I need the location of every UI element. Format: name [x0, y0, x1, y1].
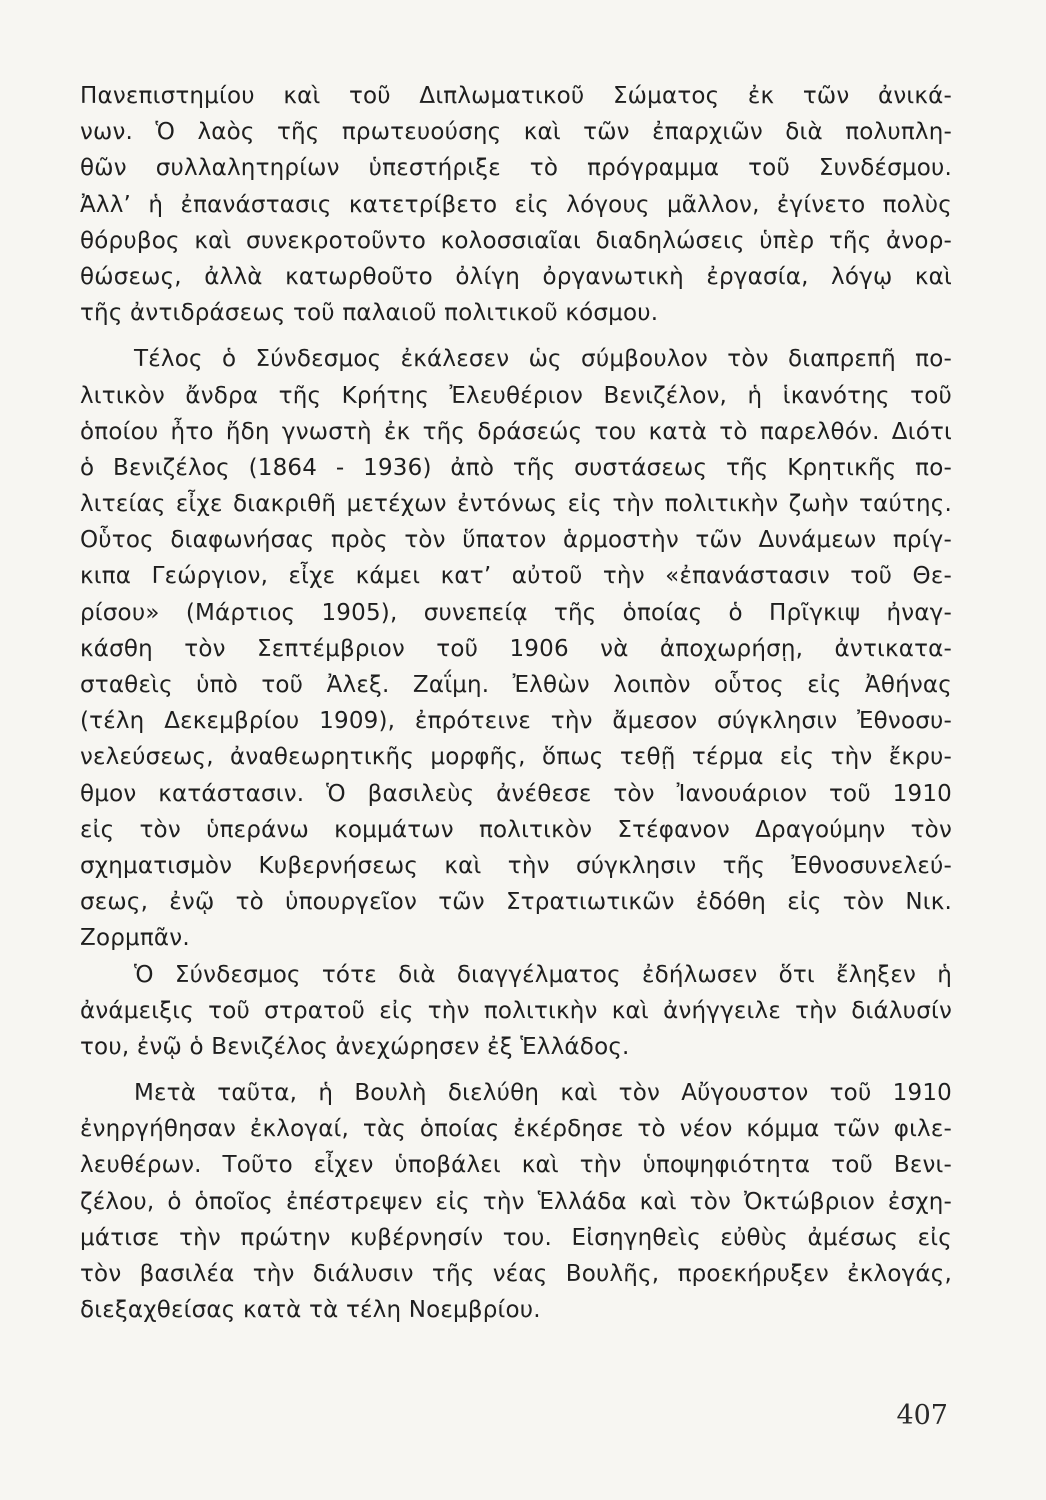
- text-line: Πανεπιστημίου καὶ τοῦ Διπλωματικοῦ Σώματος ἐκ τῶν ἀνικά-: [80, 83, 952, 109]
- text-line: λευθέρων. Τοῦτο εἶχεν ὑποβάλει καὶ τὴν ὑποψηφιότητα τοῦ Βενι-: [80, 1152, 952, 1179]
- text-line: θμον κατάστασιν. Ὁ βασιλεὺς ἀνέθεσε τὸν Ἰανουάριον τοῦ 1910: [80, 780, 952, 807]
- text-line: θώσεως, ἀλλὰ κατωρθοῦτο ὀλίγη ὀργανωτικὴ ἐργασία, λόγῳ καὶ: [80, 263, 952, 290]
- text-line: κάσθη τὸν Σεπτέμβριον τοῦ 1906 νὰ ἀποχωρήσῃ, ἀντικατα-: [80, 635, 952, 662]
- text-line: Τέλος ὁ Σύνδεσμος ἐκάλεσεν ὡς σύμβουλον τὸν διαπρεπῆ πο-: [134, 346, 952, 373]
- text-line: Μετὰ ταῦτα, ἡ Βουλὴ διελύθη καὶ τὸν Αὔγουστον τοῦ 1910: [134, 1080, 952, 1107]
- text-line: λιτικὸν ἄνδρα τῆς Κρήτης Ἐλευθέριον Βενιζέλον, ἡ ἱκανότης τοῦ: [80, 382, 952, 409]
- text-line: θόρυβος καὶ συνεκροτοῦντο κολοσσιαῖαι διαδηλώσεις ὑπὲρ τῆς ἀνορ-: [80, 227, 952, 254]
- text-line: εἰς τὸν ὑπεράνω κομμάτων πολιτικὸν Στέφανον Δραγούμην τὸν: [80, 816, 952, 843]
- text-line: ὁ Βενιζέλος (1864 - 1936) ἀπὸ τῆς συστάσεως τῆς Κρητικῆς πο-: [80, 454, 952, 481]
- text-line: Οὗτος διαφωνήσας πρὸς τὸν ὕπατον ἁρμοστὴν τῶν Δυνάμεων πρίγ-: [80, 527, 952, 554]
- text-line: κιπα Γεώργιον, εἶχε κάμει κατ’ αὐτοῦ τὴν «ἐπανάστασιν τοῦ Θε-: [80, 563, 952, 590]
- text-line: ρίσου» (Μάρτιος 1905), συνεπείᾳ τῆς ὁποίας ὁ Πρῖγκιψ ἠναγ-: [80, 599, 952, 626]
- text-line: ἀνάμειξις τοῦ στρατοῦ εἰς τὴν πολιτικὴν καὶ ἀνήγγειλε τὴν διάλυσίν: [80, 997, 952, 1024]
- text-line: λιτείας εἶχε διακριθῆ μετέχων ἐντόνως εἰς τὴν πολιτικὴν ζωὴν ταύτης.: [80, 491, 952, 518]
- text-line: Ἀλλ’ ἡ ἐπανάστασις κατετρίβετο εἰς λόγους μᾶλλον, ἐγίνετο πολὺς: [80, 191, 952, 218]
- text-line: ὁποίου ἦτο ἤδη γνωστὴ ἐκ τῆς δράσεώς του κατὰ τὸ παρελθόν. Διότι: [80, 418, 952, 445]
- text-line: σχηματισμὸν Κυβερνήσεως καὶ τὴν σύγκλησιν τῆς Ἐθνοσυνελεύ-: [80, 852, 952, 879]
- text-line: νων. Ὁ λαὸς τῆς πρωτευούσης καὶ τῶν ἐπαρχιῶν διὰ πολυπλη-: [80, 119, 952, 146]
- text-line: του, ἐνῷ ὁ Βενιζέλος ἀνεχώρησεν ἐξ Ἑλλάδος.: [80, 1033, 630, 1060]
- text-line: θῶν συλλαλητηρίων ὑπεστήριξε τὸ πρόγραμμα τοῦ Συνδέσμου.: [80, 155, 952, 182]
- text-line: σεως, ἐνῷ τὸ ὑπουργεῖον τῶν Στρατιωτικῶν ἐδόθη εἰς τὸν Νικ.: [80, 889, 952, 916]
- text-line: Ζορμπᾶν.: [80, 925, 190, 952]
- page-number: 407: [896, 1400, 948, 1431]
- text-line: ζέλου, ὁ ὁποῖος ἐπέστρεψεν εἰς τὴν Ἑλλάδα καὶ τὸν Ὀκτώβριον ἐσχη-: [80, 1188, 952, 1215]
- text-line: νελεύσεως, ἀναθεωρητικῆς μορφῆς, ὅπως τεθῇ τέρμα εἰς τὴν ἔκρυ-: [80, 744, 952, 771]
- text-line: σταθεὶς ὑπὸ τοῦ Ἀλεξ. Ζαΐμη. Ἐλθὼν λοιπὸν οὗτος εἰς Ἀθήνας: [80, 672, 952, 698]
- text-line: διεξαχθείσας κατὰ τὰ τέλη Νοεμβρίου.: [80, 1297, 541, 1324]
- text-line: τῆς ἀντιδράσεως τοῦ παλαιοῦ πολιτικοῦ κόσμου.: [80, 300, 659, 327]
- body-text: [80, 78, 952, 1328]
- text-line: Ὁ Σύνδεσμος τότε διὰ διαγγέλματος ἐδήλωσεν ὅτι ἔληξεν ἡ: [134, 961, 952, 988]
- text-line: τὸν βασιλέα τὴν διάλυσιν τῆς νέας Βουλῆς, προεκήρυξεν ἐκλογάς,: [80, 1261, 952, 1287]
- text-line: ἐνηργήθησαν ἐκλογαί, τὰς ὁποίας ἐκέρδησε τὸ νέον κόμμα τῶν φιλε-: [80, 1116, 952, 1143]
- text-line: (τέλη Δεκεμβρίου 1909), ἐπρότεινε τὴν ἄμεσον σύγκλησιν Ἐθνοσυ-: [80, 708, 952, 735]
- text-line: μάτισε τὴν πρώτην κυβέρνησίν του. Εἰσηγηθεὶς εὐθὺς ἀμέσως εἰς: [80, 1224, 952, 1251]
